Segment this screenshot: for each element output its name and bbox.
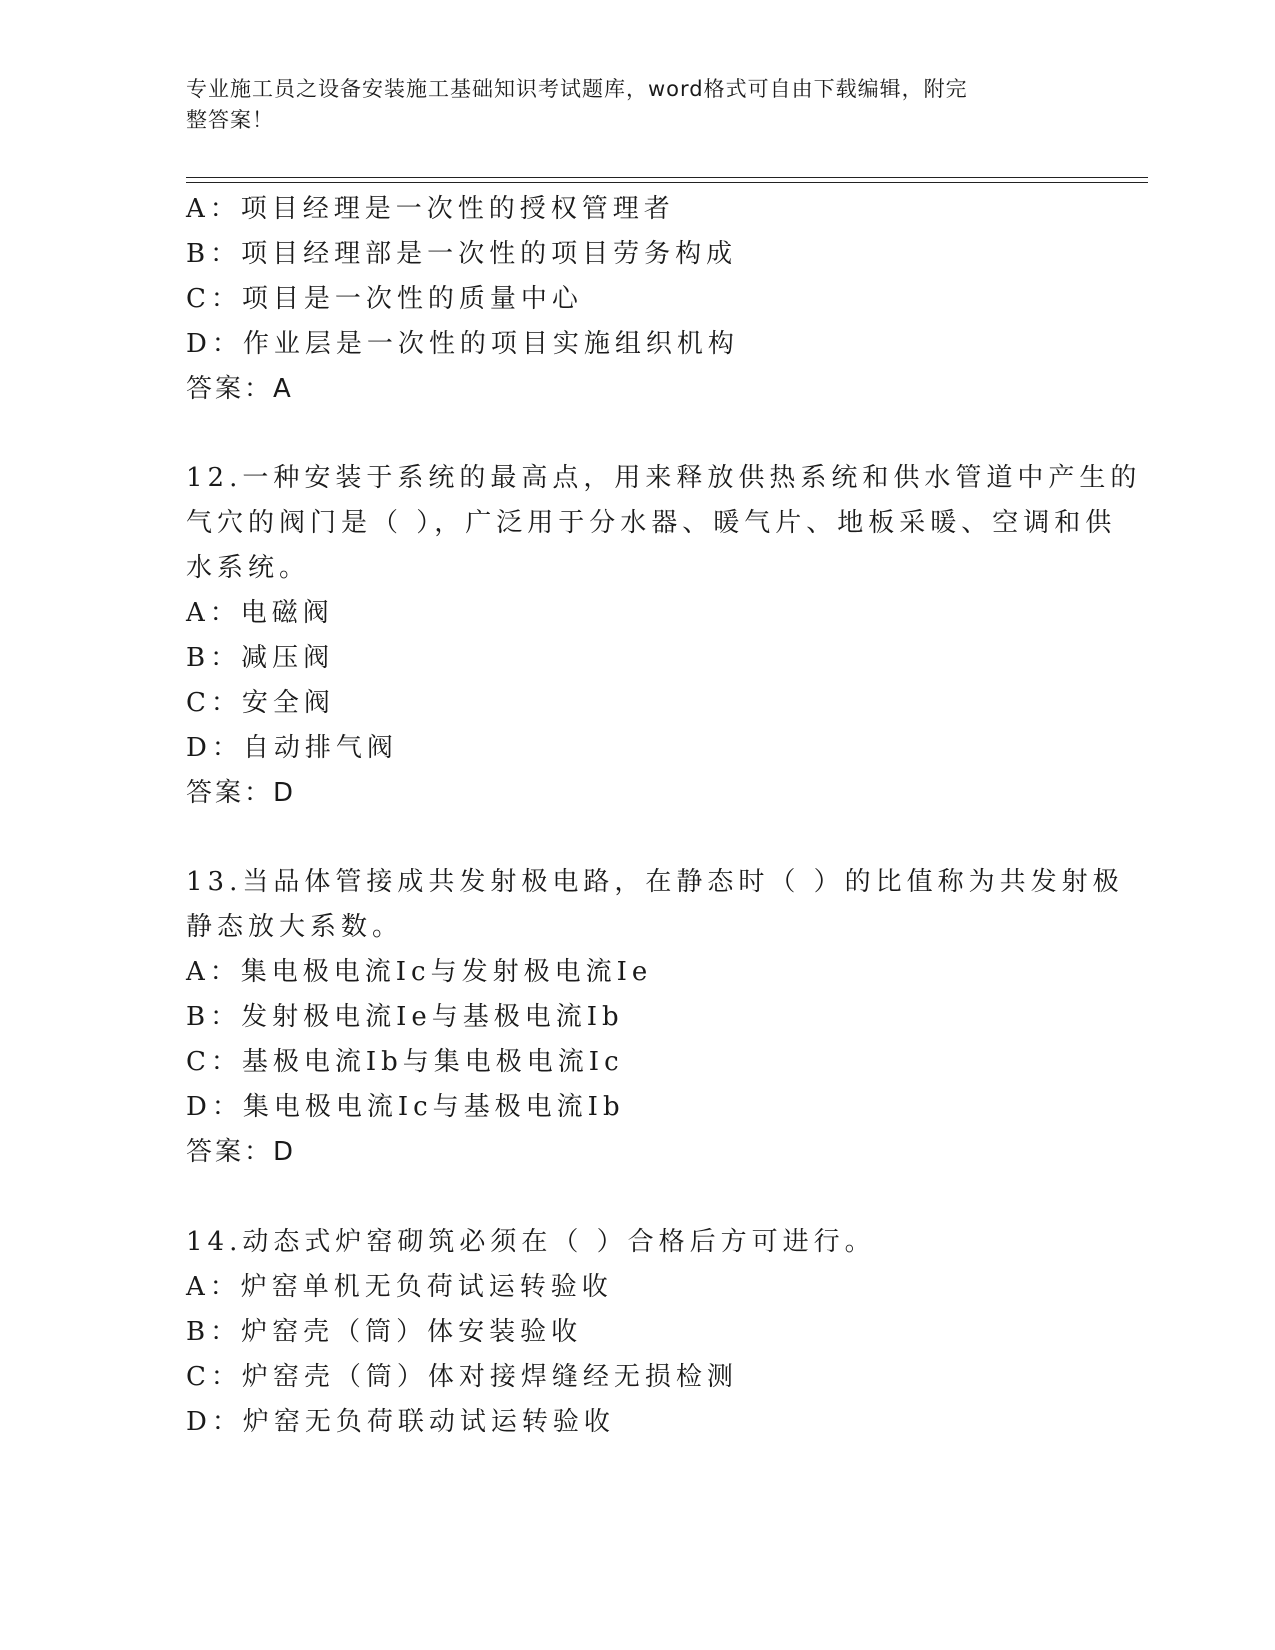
q12-stem-line-2: 气穴的阀门是（ ），广泛用于分水器、暖气片、地板采暖、空调和供 <box>186 508 1117 538</box>
q13-stem-line-1: 13.当品体管接成共发射极电路，在静态时（ ）的比值称为共发射极 <box>186 867 1124 897</box>
q11-option-d: D：作业层是一次性的项目实施组织机构 <box>186 329 739 359</box>
q14-stem-line-1: 14.动态式炉窑砌筑必须在（ ）合格后方可进行。 <box>186 1227 876 1257</box>
header-line-2: 整答案！ <box>186 108 274 132</box>
q14-option-a: A：炉窑单机无负荷试运转验收 <box>186 1272 613 1302</box>
q13-stem-line-2: 静态放大系数。 <box>186 912 404 942</box>
q13-option-a: A：集电极电流Ic与发射极电流Ie <box>186 957 653 987</box>
q13-answer: 答案：D <box>186 1137 297 1167</box>
q11-option-a: A：项目经理是一次性的授权管理者 <box>186 194 675 224</box>
q14-option-b: B：炉窑壳（筒）体安装验收 <box>186 1317 583 1347</box>
q13-option-d: D：集电极电流Ic与基极电流Ib <box>186 1092 625 1122</box>
q12-option-b: B：减压阀 <box>186 643 335 673</box>
q11-option-b: B：项目经理部是一次性的项目劳务构成 <box>186 239 738 269</box>
header-line-1: 专业施工员之设备安装施工基础知识考试题库，word格式可自由下载编辑，附完 <box>186 77 968 101</box>
document-header <box>186 74 1076 136</box>
q13-option-c: C：基极电流Ib与集电极电流Ic <box>186 1047 624 1077</box>
q11-answer: 答案：A <box>186 374 294 404</box>
q14-option-c: C：炉窑壳（筒）体对接焊缝经无损检测 <box>186 1362 738 1392</box>
q12-answer: 答案：D <box>186 778 297 808</box>
q14-option-d: D：炉窑无负荷联动试运转验收 <box>186 1407 615 1437</box>
q12-option-c: C：安全阀 <box>186 688 335 718</box>
q12-stem-line-3: 水系统。 <box>186 553 311 583</box>
q12-option-a: A：电磁阀 <box>186 598 334 628</box>
q11-option-c: C：项目是一次性的质量中心 <box>186 284 583 314</box>
header-divider-top <box>186 177 1148 178</box>
header-divider-bottom <box>186 182 1148 183</box>
q12-stem-line-1: 12.一种安装于系统的最高点，用来释放供热系统和供水管道中产生的 <box>186 463 1142 493</box>
q12-option-d: D：自动排气阀 <box>186 733 398 763</box>
q13-option-b: B：发射极电流Ie与基极电流Ib <box>186 1002 624 1032</box>
